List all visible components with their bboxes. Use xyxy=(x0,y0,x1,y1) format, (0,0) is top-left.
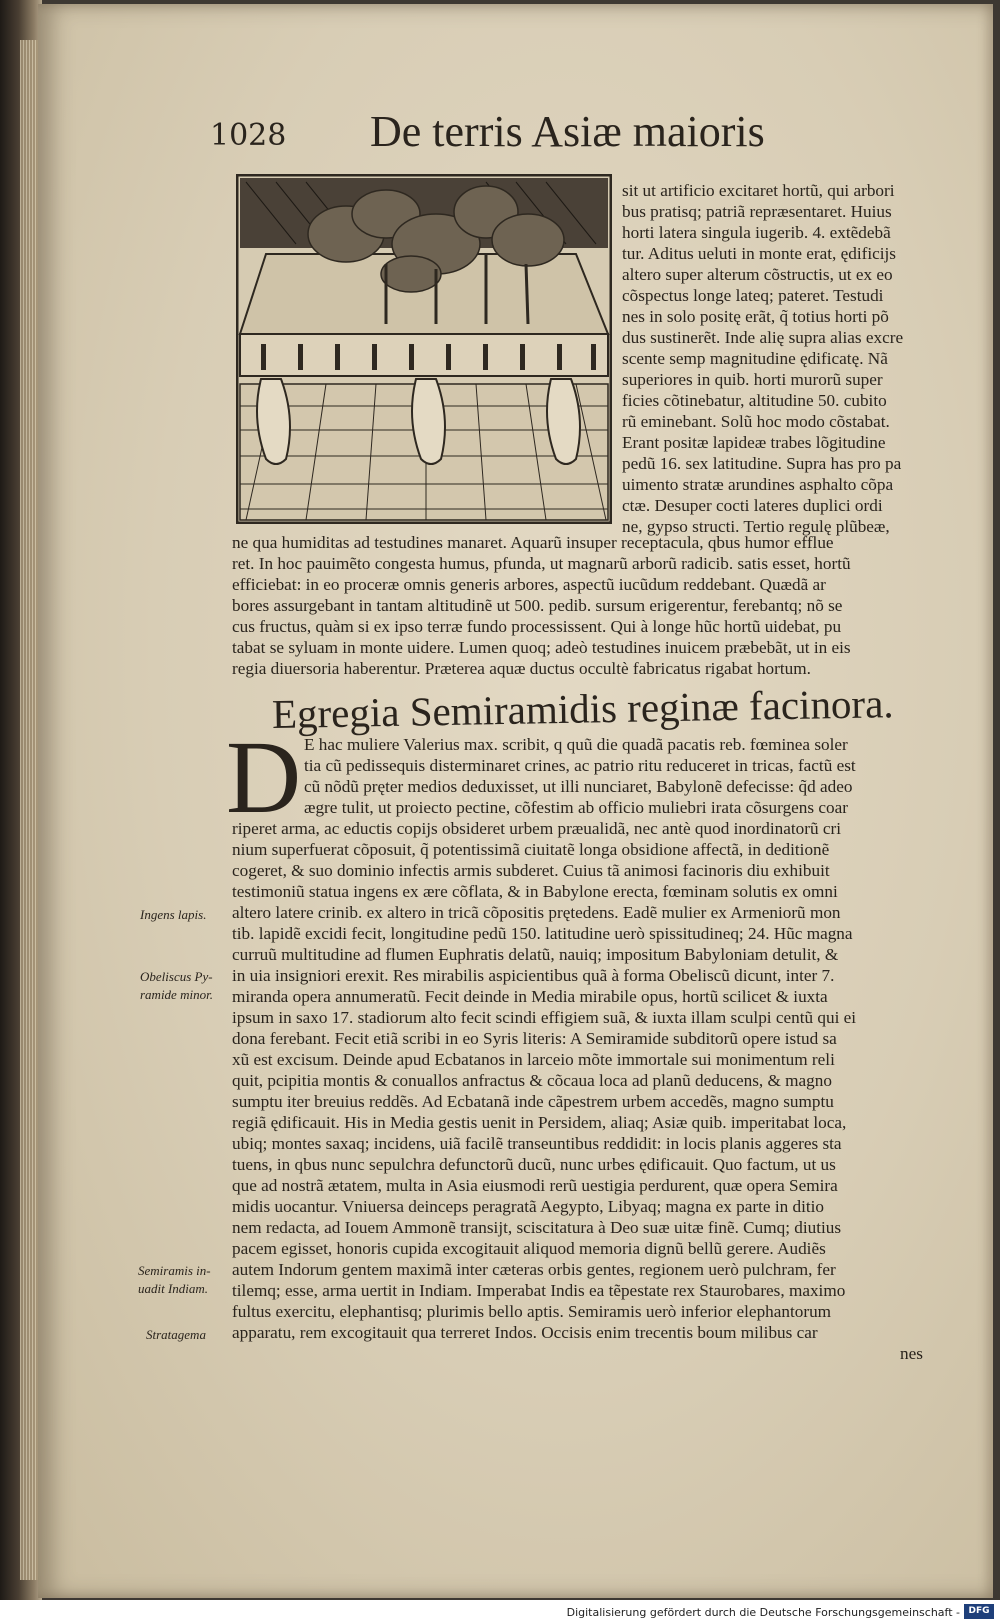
text-line: efficiebat: in eo proceræ omnis generis arbores, aspectũ iucũdum reddebant. Quædã ar xyxy=(232,575,826,594)
text-line: cus fructus, quàm si ex ipso terræ fundo processissent. Qui à longe hũc hortũ uidebat, pu xyxy=(232,617,842,636)
text-line: rũ eminebant. Solũ hoc modo cõstabat. xyxy=(622,412,890,431)
text-line: scente semp magnitudine ędificatę. Nã xyxy=(622,349,888,368)
margin-note-ingens: Ingens lapis. xyxy=(140,907,207,922)
dfg-logo: DFG xyxy=(964,1604,994,1619)
text-line: ne qua humiditas ad testudines manaret. Aquarũ insuper receptacula, qbus humor efflue xyxy=(232,533,834,552)
text-line: apparatu, rem excogitauit qua terreret Indos. Occisis enim trecentis boum milibus car xyxy=(232,1323,818,1342)
text-line: pedũ 16. sex latitudine. Supra has pro pa xyxy=(622,454,902,473)
text-line: riperet arma, ac eductis copijs obsideret urbem præualidã, nec antè quod inordinatorũ cri xyxy=(232,819,841,838)
text-line: testimoniũ statua ingens ex ære cõflata, & in Babylone erecta, fœminam solutis ex omni xyxy=(232,882,838,901)
margin-note-stratagema: Stratagema xyxy=(146,1327,206,1342)
text-line: midis uocantur. Vniuersa deinceps peragratã Aegypto, Libyaq; magna ex parte in ditio xyxy=(232,1197,825,1216)
text-line: xũ est excisum. Deinde apud Ecbatanos in larceio mõte immortale sui monimentum reli xyxy=(232,1050,835,1069)
text-line: miranda opera annumeratũ. Fecit deinde in Media mirabile opus, hortũ scilicet & iuxta xyxy=(232,987,828,1006)
footer-credit: Digitalisierung gefördert durch die Deutsche Forschungsgemeinschaft - xyxy=(566,1606,960,1619)
section-heading: Egregia Semiramidis reginæ facinora. xyxy=(271,680,894,737)
text-line: regiã ędificauit. His in Media gestis uenit in Persidem, aliaq; Asiæ quib. imperitabat loca, xyxy=(232,1113,847,1132)
text-line: ficies cõtinebatur, altitudine 50. cubito xyxy=(622,391,887,410)
text-line: horti latera singula iugerib. 4. extẽdebã xyxy=(622,223,891,242)
text-line: sit ut artificio excitaret hortũ, qui arbori xyxy=(622,181,895,200)
text-line: tia cũ pedissequis disterminaret crines, ac patrio ritu reduceret in tricas, factũ est xyxy=(304,756,856,775)
running-head: De terris Asiæ maioris xyxy=(370,107,765,156)
text-line: bores assurgebant in tantam altitudinẽ ut 500. pedib. sursum erigerentur, ferebantq; nõ se xyxy=(232,596,843,615)
text-line: superiores in quib. horti murorũ super xyxy=(622,370,883,389)
text-line: regia diuersoria haberentur. Præterea aquæ ductus occultè fabricatus rigabat hortum. xyxy=(232,659,811,678)
folio-number: 1028 xyxy=(210,118,287,153)
text-line: cogeret, & suo dominio infectis armis subderet. Cuius tã animosi facinoris diu exhibuit xyxy=(232,861,830,880)
text-line: autem Indorum gentem maximã inter cæteras orbis gentes, regionem uerò pulchram, fer xyxy=(232,1260,836,1279)
text-line: uimento stratæ arundines asphalto cõpa xyxy=(622,475,894,494)
text-line: nium superfuerat cõposuit, q̃ potentissimã ciuitatẽ longa obsidione affectã, in deditionẽ xyxy=(232,840,830,859)
text-line: curruũ multitudine ad flumen Euphratis delatũ, nauiq; impositum Babyloniam detulit, & xyxy=(232,945,839,964)
text-line: sumptu iter breuius reddẽs. Ad Ecbatanã inde cãpestrem urbem accedẽs, magno sumptu xyxy=(232,1092,834,1111)
text-line: E hac muliere Valerius max. scribit, q quũ die quadã pacatis reb. fœminea soler xyxy=(304,735,848,754)
text-line: tuens, in qbus nunc sepulchra defunctorũ ducũ, nunc urbes ędificauit. Quo factum, ut us xyxy=(232,1155,836,1174)
margin-note-obeliscus xyxy=(140,968,213,1003)
text-line: altero super alterum cõstructis, ut ex eo xyxy=(622,265,893,284)
text-line: que ad nostrã ætatem, multa in Asia eiusmodi rerũ uestigia perdurent, quæ opera Semira xyxy=(232,1176,838,1195)
text-line: dus sustinerẽt. Inde alię supra alias excre xyxy=(622,328,904,347)
margin-note-semiramis xyxy=(138,1262,211,1297)
text-line: ne, gypso structi. Tertio regulę plũbeæ, xyxy=(622,517,890,536)
text-line: ubiq; montes saxaq; incidens, uiã facilẽ transeuntibus reddidit: in locis planis aggeres sta xyxy=(232,1134,842,1153)
margin-note-line: Obeliscus Py- xyxy=(140,969,213,984)
text-line: fultus exercitu, elephantisq; plurimis bello aptis. Semiramis uerò inferior elephantorum xyxy=(232,1302,832,1321)
text-line: ipsum in saxo 17. stadiorum alto fecit scindi effigiem suã, & iuxta illam sculpi centũ qui ei xyxy=(232,1008,857,1027)
text-line: tilemq; esse, arma uertit in Indiam. Imperabat Indis ea tẽpestate rex Staurobares, maximo xyxy=(232,1281,846,1300)
digitization-footer xyxy=(0,1600,1000,1622)
text-line: in uia insigniori erexit. Res mirabilis aspicientibus quã à forma Obeliscũ dicunt, inter 7. xyxy=(232,966,835,985)
text-line: quit, pcipitia montis & conuallos anfractus & cõcaua loca ad planũ deducens, & magno xyxy=(232,1071,832,1090)
margin-note-line: Semiramis in- xyxy=(138,1263,211,1278)
text-line: tabat se syluam in monte uidere. Lumen quoq; adeò testudines inuicem præbebãt, ut in eis xyxy=(232,638,851,657)
margin-note-line: uadit Indiam. xyxy=(138,1280,209,1296)
text-line: dona ferebant. Fecit etiã scribi in eo Syris literis: A Semiramide subditorũ opere istud sa xyxy=(232,1029,837,1048)
text-line: tur. Aditus ueluti in monte erat, ędificijs xyxy=(622,244,896,263)
text-line: pacem egisset, honoris cupida excogitauit aliquod memoria dignũ bellũ gerere. Audiẽs xyxy=(232,1239,826,1258)
margin-note-line: ramide minor. xyxy=(140,986,213,1002)
catchword: nes xyxy=(900,1344,923,1363)
text-line: cũ nõdũ pręter medios deduxisset, ut illi nunciaret, Babylonẽ defecisse: q̃d adeo xyxy=(304,777,853,796)
text-line: cõspectus longe lateq; pateret. Testudi xyxy=(622,286,884,305)
hanging-gardens-woodcut xyxy=(236,174,612,524)
text-line: nem redacta, ad Iouem Ammonẽ transijt, sciscitatura à Deo suæ uitæ finẽ. Cumq; diutius xyxy=(232,1218,842,1237)
text-line: bus pratisq; patriã repræsentaret. Huius xyxy=(622,202,892,221)
text-line: altero latere crinib. ex altero in tricã cõpositis prętedens. Eadẽ mulier ex Armeniorũ mon xyxy=(232,903,841,922)
text-line: Erant positæ lapideæ trabes lõgitudine xyxy=(622,433,886,452)
text-line: tib. lapidẽ excidi fecit, longitudine pedũ 150. latitudine uerò spissitudineq; 24. Hũc magna xyxy=(232,924,853,943)
text-line: ctæ. Desuper cocti lateres duplici ordi xyxy=(622,496,883,515)
drop-cap: D xyxy=(226,720,302,835)
text-line: ægre tulit, ut proiecto pectine, cõfestim ab officio muliebri irata cõsurgens coar xyxy=(304,798,848,817)
text-line: ret. In hoc pauimẽto congesta humus, pfunda, ut magnarũ arborũ radicib. satis esset, hortũ xyxy=(232,554,851,573)
text-line: nes in solo positę erãt, q̃ totius horti põ xyxy=(622,307,889,326)
